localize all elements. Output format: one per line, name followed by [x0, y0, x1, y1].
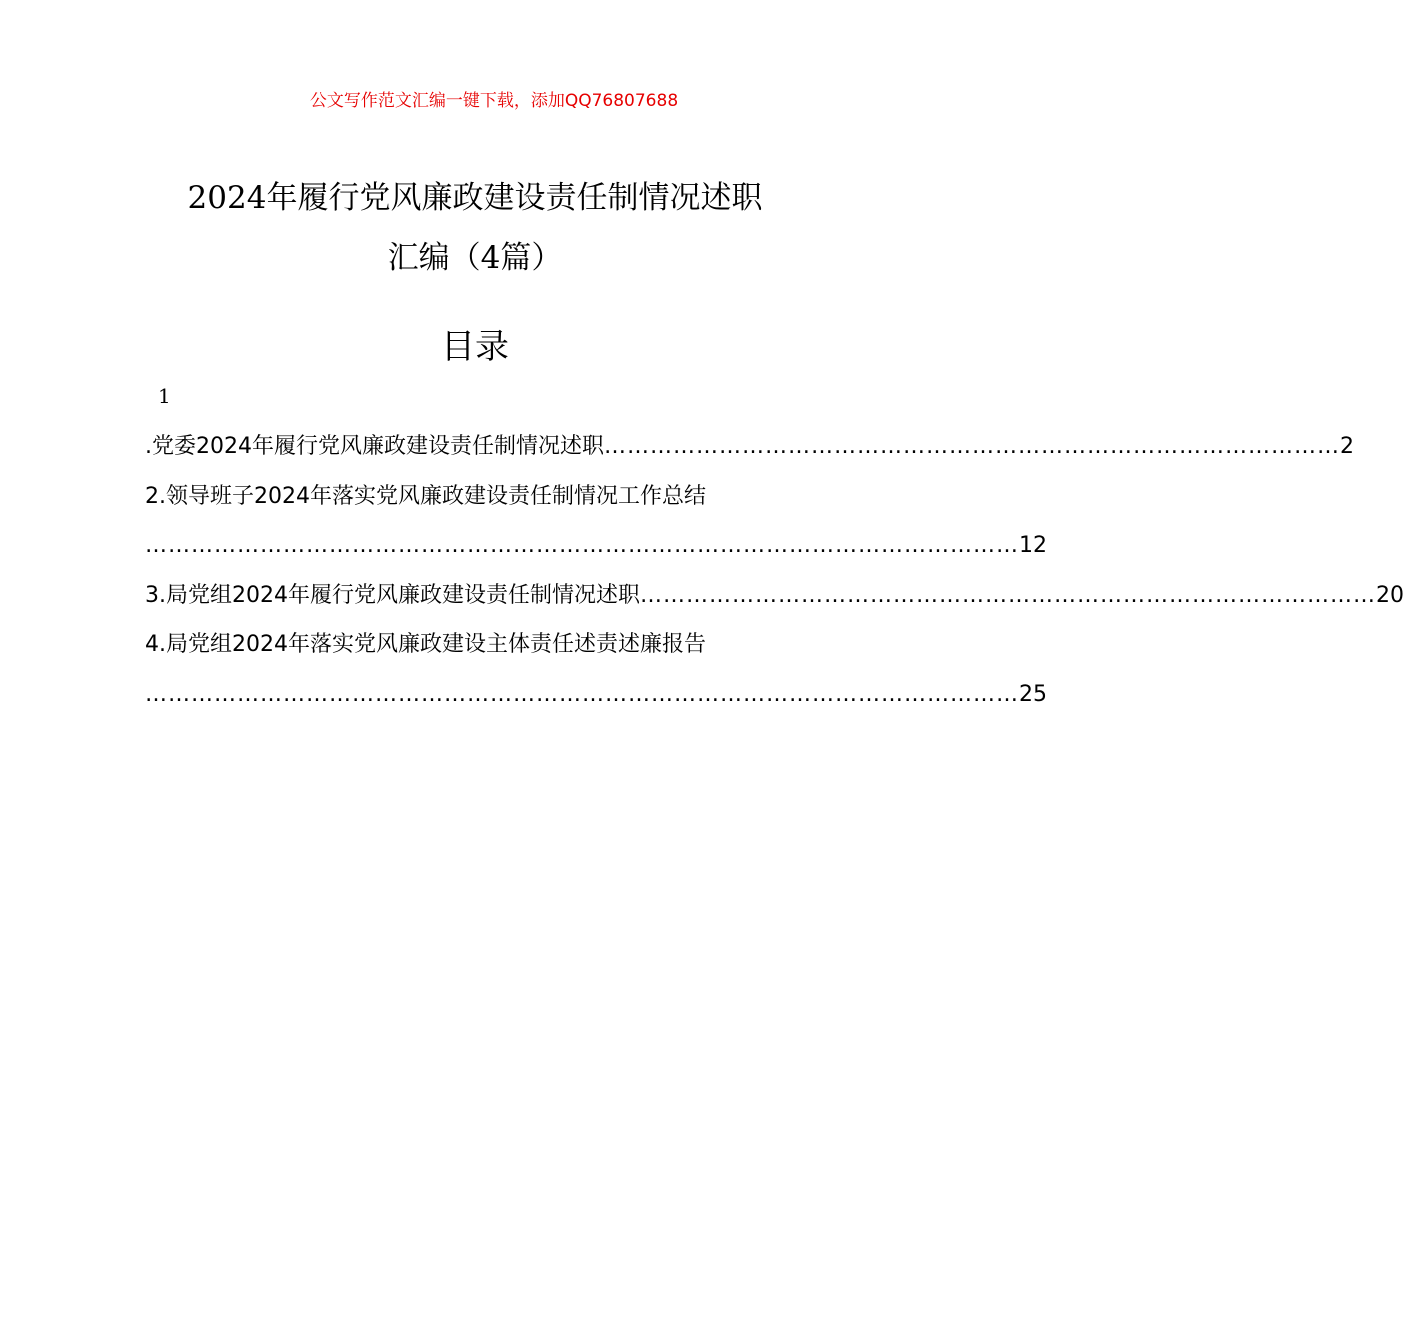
- promo-banner: 公文写作范文汇编一键下载，添加QQ76807688: [309, 91, 679, 111]
- toc-entry-3-title: 3.局党组2024年履行党风廉政建设责任制情况述职: [145, 582, 640, 608]
- toc-entry-2[interactable]: [145, 472, 805, 522]
- toc-leader: ……………………………………………………………………………………………………: [145, 533, 1019, 558]
- toc-entry-4-title: 4.局党组2024年落实党风廉政建设主体责任述责述廉报告: [145, 632, 706, 657]
- toc-entry-4-leader-line[interactable]: [145, 670, 1047, 720]
- toc-entry-2-leader-line[interactable]: [145, 521, 1047, 571]
- table-of-contents: [145, 422, 1404, 719]
- toc-leader: ……………………………………………………………………………………………………: [145, 681, 1019, 707]
- document-title-line-1: 2024年履行党风廉政建设责任制情况述职: [187, 180, 763, 216]
- toc-entry-2-title: 2.领导班子2024年落实党风廉政建设责任制情况工作总结: [145, 483, 706, 509]
- document-title-line-2: 汇编（4篇）: [387, 240, 563, 276]
- toc-heading: 目录: [441, 327, 509, 367]
- toc-entry-4[interactable]: [145, 620, 805, 670]
- toc-entry-1[interactable]: [145, 422, 1354, 472]
- toc-leader: ……………………………………………………………………………………: [603, 434, 1340, 459]
- toc-entry-3[interactable]: [145, 571, 1404, 621]
- toc-marker: 1: [158, 384, 171, 408]
- toc-entry-1-page: 2: [1339, 434, 1354, 459]
- toc-entry-2-page: 12: [1019, 533, 1047, 558]
- toc-entry-4-page: 25: [1019, 681, 1047, 707]
- document-title: [0, 168, 950, 288]
- toc-entry-3-page: 20: [1375, 582, 1404, 608]
- toc-entry-1-title: .党委2024年履行党风廉政建设责任制情况述职: [145, 434, 604, 459]
- toc-leader: ……………………………………………………………………………………: [639, 582, 1376, 608]
